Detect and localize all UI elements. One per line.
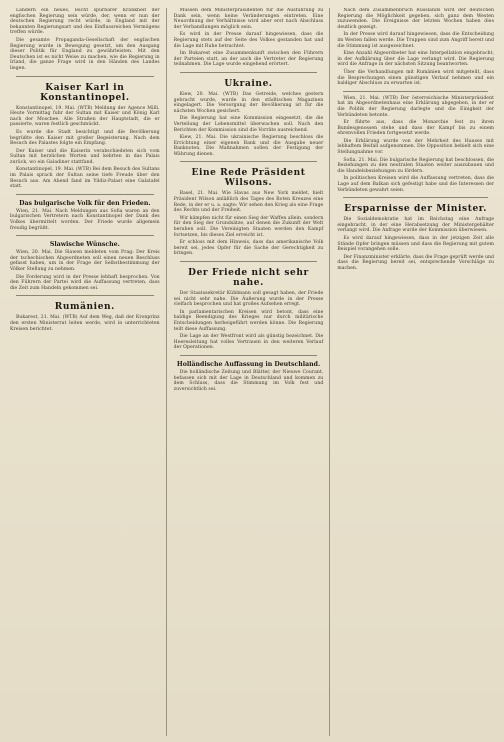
article-paragraph: Die Lage an der Westfront wird als günstig bezeichnet. Die Heeresleitung hat volles Vertrauen in den weiteren Verlauf der Operationen. [173, 334, 324, 351]
article-paragraph: Über die Verhandlungen mit Rumänien wird mitgeteilt, dass die Besprechungen einen günstigen Verlauf nehmen und ein baldiger Abschluss zu erwarten ist. [337, 69, 494, 87]
section-divider [343, 91, 488, 92]
article-paragraph: Es wird in der Presse darauf hingewiesen, dass die Regierung stets auf der Seite des Volkes gestanden hat und die Lage mit Ruhe betrachtet. [173, 32, 324, 49]
article-paragraph: Die Regierung hat eine Kommission eingesetzt, die die Verteilung der Lebensmittel überwachen soll. Nach den Berichten der Kommission sind die Vorräte ausreichend. [173, 116, 324, 133]
article-paragraph: In parlamentarischen Kreisen wird betont, dass eine baldige Beendigung des Krieges nur durch militärische Entscheidungen herbeigeführt werden könne. Die Regierung teilt diese Auffassung. [173, 309, 324, 332]
headline-bulgarisches-volk: Das bulgarische Volk für den Frieden. [19, 199, 151, 207]
article-paragraph: Wien, 21. Mai. Nach Meldungen aus Sofia waren an den bulgarischen Vertretern nach Konstantinopel der Dank des Volkes übermittelt worden. Der Friede wurde allgemein freudig begrüßt. [10, 208, 160, 231]
headline-hollaendische-auffassung: Holländische Auffassung in Deutschland. [176, 360, 321, 368]
column-2 [174, 8, 331, 736]
article-paragraph: Kiew, 20. Mai. (WTB) Das Getreide, welches gestern gebracht wurde, wurde in den städtischen Magazinen eingelagert. Die Versorgung der Bevölkerung ist für die nächsten Wochen gesichert. [173, 91, 324, 114]
article-paragraph: In der Presse wird darauf hingewiesen, dass die Entscheidung im Westen fallen werde. Die Truppen sind zum Angriff bereit und die Stimmung ist ausgezeichnet. [337, 32, 494, 49]
headline-ukraine: Ukraine. [224, 78, 273, 89]
section-divider [180, 72, 318, 73]
section-divider [180, 261, 318, 262]
article-paragraph: Im Bukarest eine Zusammenkunft zwischen den Führern der Parteien statt, an der auch die Vertreter der Regierung teilnahmen. Die Lage wurde eingehend erörtert. [173, 51, 324, 68]
columns-container [10, 8, 494, 736]
article-paragraph: Es wurde die Stadt besichtigt und die Bevölkerung begrüßte den Kaiser mit großer Begeisterung. Nach dem Besuch des Palastes folgte ein Empfang. [10, 129, 160, 147]
headline-slawische-wuensche: Slawische Wünsche. [49, 241, 120, 249]
article-paragraph: Wir kämpfen nicht für einen Sieg der Waffen allein, sondern für den Sieg der Grundsätze, auf denen die Zukunft der Welt beruhen soll. Die Vereinigten Staaten werden den Kampf fortsetzen, bis dieses Ziel erreicht ist. [173, 215, 324, 238]
article-paragraph: Wien, 21. Mai. (WTB) Der österreichische Ministerpräsident hat im Abgeordnetenhaus eine Erklärung abgegeben, in der er die Politik der Regierung darlegte und die Einigkeit der Verbündeten betonte. [337, 95, 494, 118]
article-paragraph: Die Erklärung wurde von der Mehrheit des Hauses mit lebhaftem Beifall aufgenommen. Die Opposition behielt sich eine Stellungnahme vor. [337, 138, 494, 156]
article-paragraph: Basel, 21. Mai. Wie Havas aus New York meldet, hielt Präsident Wilson anläßlich des Tages des Roten Kreuzes eine Rede, in der er u. a. sagte: Wir sehen den Krieg als eine Frage des Rechts und der Freiheit. [173, 191, 324, 214]
section-divider [16, 194, 154, 195]
headline-wilson: Eine Rede Präsident Wilsons. [191, 168, 306, 189]
article-paragraph: Nach dem Zusammenbruch Russlands wird der deutschen Regierung die Möglichkeit gegeben, sich ganz dem Westen zuzuwenden. Die Ereignisse der letzten Wochen haben dies deutlich gezeigt. [337, 8, 494, 30]
section-divider [343, 197, 488, 198]
article-paragraph: Konstantinopel, 19. Mai. (WTB) Meldung der Agence Milli. Heute Vormittag fuhr der Sultan mit Kaiser und König Karl nach der Moschee. Alle Straßen der Hauptstadt, die er passierte, waren festlich geschmückt. [10, 105, 160, 128]
section-divider [16, 76, 154, 77]
section-divider [16, 235, 154, 236]
article-paragraph: Kiew, 21. Mai. Die ukrainische Regierung beschloss die Errichtung einer eigenen Bank und die Ausgabe neuer Banknoten. Die Maßnahmen sollen der Festigung der Währung dienen. [173, 135, 324, 157]
column-1 [10, 8, 167, 736]
column-3 [337, 8, 494, 736]
article-paragraph: Eine Anzahl Abgeordneter hat eine Interpellation eingebracht, in der Aufklärung über die Lage verlangt wird. Die Regierung wird die Anfrage in der nächsten Sitzung beantworten. [337, 51, 494, 68]
section-divider [180, 355, 318, 356]
article-paragraph: Sofia, 21. Mai. Die bulgarische Regierung hat beschlossen, die Beziehungen zu den neutralen Staaten weiter auszubauen und die Handelsbeziehungen zu fördern. [337, 157, 494, 174]
article-paragraph: Die holländische Zeitung und Blätter, der Nieuwe Courant, befassen sich mit der Lage in Deutschland und kommen zu dem Schluss, dass die Stimmung im Volk fest und zuversichtlich sei. [173, 369, 324, 392]
section-divider [16, 295, 154, 296]
article-paragraph: Der Finanzminister erklärte, dass die Frage geprüft werde und dass die Regierung bereit sei, entsprechende Vorschläge zu machen. [337, 254, 494, 271]
article-paragraph: Bukarest, 21. Mai. (WTB) Auf dem Weg, daß der Kronprinz den ersten Ministerrat leiten werde, wird in unterrichteten Kreisen berichtet. [10, 315, 160, 332]
article-paragraph: In politischen Kreisen wird die Auffassung vertreten, dass die Lage auf dem Balkan sich gefestigt habe und die Interessen der Verbündeten gewahrt seien. [337, 176, 494, 193]
section-divider [180, 161, 318, 162]
article-paragraph: Die Forderung wird in der Presse lebhaft besprochen. Von den Führern der Partei wird die Auffassung vertreten, dass die Zeit zum Handeln gekommen sei. [10, 274, 160, 291]
article-paragraph: Er führte aus, dass die Monarchie fest zu ihren Bundesgenossen stehe und dass der Kampf bis zu einem ehrenvollen Frieden fortgesetzt werde. [337, 120, 494, 137]
article-paragraph: Ländern ein neues, leicht spürbarer Krankheit der englischen Regierung sein würde, der, wenn er nun der deutschen Regierung recht würde, in England mit der bekannten Regierungsart und des Einflussreichen Vermögens treffen würde. [10, 8, 160, 36]
headline-ersparnisse: Ersparnisse der Minister. [344, 204, 488, 215]
article-paragraph: Es wird darauf hingewiesen, dass in der jetzigen Zeit alle Stände Opfer bringen müssen und dass die Regierung mit gutem Beispiel vorangehen solle. [337, 236, 494, 253]
headline-friede: Der Friede nicht sehr nahe. [188, 268, 309, 288]
headline-kaiser-karl: Kaiser Karl in Konstantinopel. [40, 82, 130, 103]
article-paragraph: Müssen dem Ministerpräsidenten für die Ausführung zu Dank sein, wenn keine Veränderungen eintreten. Eine Neuordnung der Verhältnisse wird aber erst nach Abschluss der Verhandlungen möglich sein. [173, 8, 324, 30]
article-paragraph: Der Staatssekretär Kühlmann soll gesagt haben, der Friede sei nicht sehr nahe. Die Äußerung wurde in der Presse vielfach besprochen und hat großes Aufsehen erregt. [173, 291, 324, 308]
article-paragraph: Die Sozialdemokratie hat im Reichstag eine Anfrage eingebracht, in der eine Herabsetzung der Ministergehälter verlangt wird. Die Anfrage wurde der Kommission überwiesen. [337, 217, 494, 234]
article-paragraph: Konstantinopel, 19. Mai. (WTB) Bei dem Besuch des Sultans im Palais sprach der Sultan seine tiefe Freude über den Besuch aus. Am Abend fand im Yildiz-Palast eine Galatafel statt. [10, 167, 160, 190]
headline-rumaenien: Rumänien. [54, 302, 115, 313]
article-paragraph: Der Kaiser und die Kaiserin verabschiedeten sich vom Sultan mit herzlichen Worten und kehrten in das Palais zurück, wo ein Galadiner stattfand. [10, 148, 160, 165]
article-paragraph: Die gesamte Propaganda-Gesellschaft der englischen Regierung wurde in Bewegung gesetzt, um den Ausgang dieser Politik für England zu gewährleisten. Mit den Deutschen ist es nicht Weise zu machen, wie die Regierung in Irland, die ganze Frage wird in den Händen des Landes liegen. [10, 37, 160, 71]
article-paragraph: Er schloss mit dem Hinweis, dass das amerikanische Volk bereit sei, jedes Opfer für die Sache der Gerechtigkeit zu bringen. [173, 240, 324, 257]
article-paragraph: Wien, 20. Mai. Die Slawen meldeten vom Prag: Der Kreis der tschechischen Abgeordneten soll einen neuen Beschluss gefasst haben, um in der Frage der Selbstbestimmung der Völker Stellung zu nehmen. [10, 250, 160, 272]
